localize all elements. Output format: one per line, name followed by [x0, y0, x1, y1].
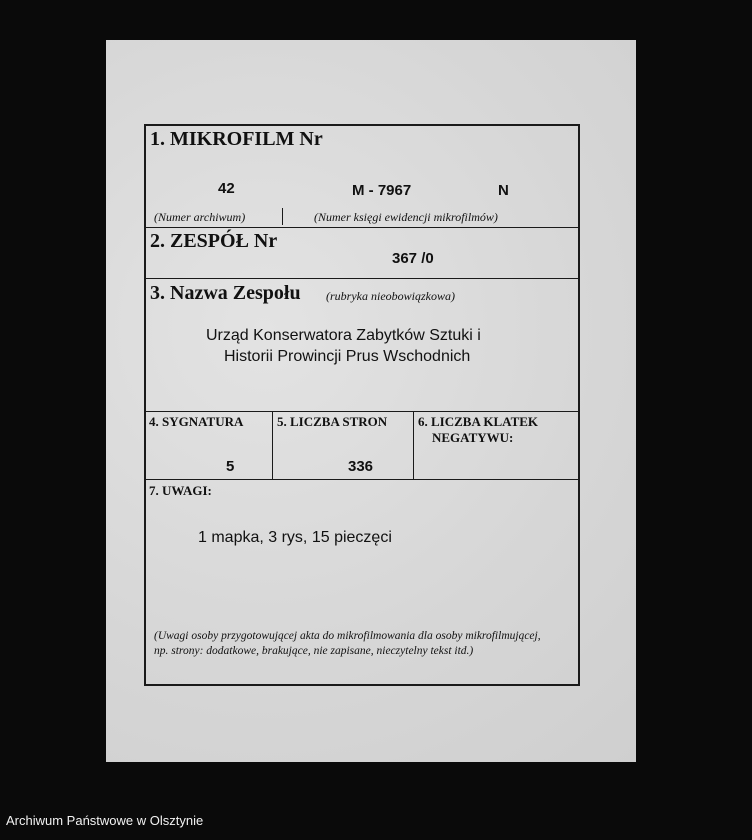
fonds-number: 367 /0: [392, 250, 434, 267]
fonds-name-line1: Urząd Konserwatora Zabytków Sztuki i: [206, 327, 481, 344]
section5-title: 5. LICZBA STRON: [277, 414, 388, 429]
divider: [272, 411, 273, 479]
divider: [146, 227, 578, 228]
section7-title: 7. UWAGI:: [149, 483, 212, 498]
section6-title-line2: NEGATYWU:: [432, 430, 514, 445]
remarks-note-line2: np. strony: dodatkowe, brakujące, nie zapisane, nieczytelny tekst itd.): [154, 645, 474, 657]
remarks-note-line1: (Uwagi osoby przygotowującej akta do mikrofilmowania dla osoby mikrofilmującej,: [154, 630, 541, 642]
section6-title: 6. LICZBA KLATEK: [418, 414, 539, 429]
pages-count-value: 336: [348, 458, 374, 475]
section2-title: 2. ZESPÓŁ Nr: [150, 230, 278, 252]
fonds-name-line2: Historii Prowincji Prus Wschodnich: [224, 348, 471, 365]
remarks-value: 1 mapka, 3 rys, 15 pieczęci: [198, 529, 392, 546]
archive-footer: Archiwum Państwowe w Olsztynie: [6, 813, 204, 828]
section1-title: 1. MIKROFILM Nr: [150, 128, 323, 150]
signature-value: 5: [226, 458, 235, 475]
register-number: M - 7967: [352, 182, 412, 199]
section3-note: (rubryka nieobowiązkowa): [326, 289, 455, 303]
microfilm-form: [144, 124, 580, 686]
divider: [146, 479, 578, 480]
register-letter: N: [498, 182, 509, 199]
section4-title: 4. SYGNATURA: [149, 414, 244, 429]
divider: [146, 278, 578, 279]
archive-number: 42: [218, 180, 235, 197]
section3-title: 3. Nazwa Zespołu: [150, 282, 301, 304]
divider: [413, 411, 414, 479]
label-register-number: (Numer księgi ewidencji mikrofilmów): [314, 210, 498, 224]
divider: [146, 411, 578, 412]
label-archive-number: (Numer archiwum): [154, 210, 246, 224]
divider: [282, 208, 283, 225]
